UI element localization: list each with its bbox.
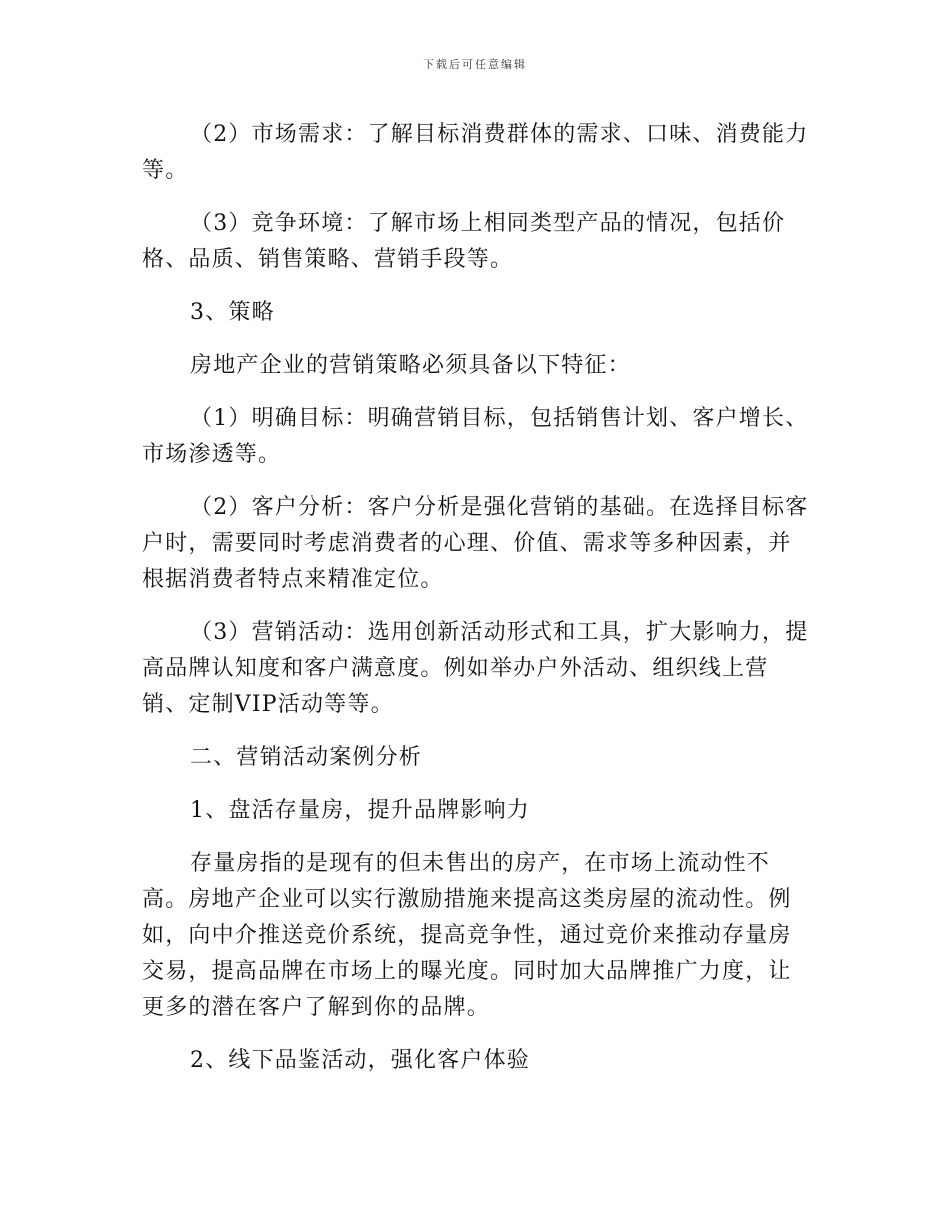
document-body [142, 117, 814, 1096]
heading-case-analysis: 二、营销活动案例分析 [190, 745, 423, 770]
paragraph-market-demand: （2）市场需求：了解目标消费群体的需求、口味、消费能力等。 [142, 122, 809, 183]
paragraph-clear-goals: （1）明确目标：明确营销目标，包括销售计划、客户增长、市场渗透等。 [142, 406, 809, 467]
paragraph-stock-housing: 存量房指的是现有的但未售出的房产，在市场上流动性不高。房地产企业可以实行激励措施来提高这类房屋的流动性。例如，向中介推送竞价系统，提高竞争性，通过竞价来推动存量房交易，提高品牌在市场上的曝光度。同时加大品牌推广力度，让更多的潜在客户了解到你的品牌。 [142, 851, 792, 1020]
paragraph-competition: （3）竞争环境：了解市场上相同类型产品的情况，包括价格、品质、销售策略、营销手段等。 [142, 211, 786, 272]
page-header: 下载后可任意编辑 [423, 58, 527, 71]
heading-case-1: 1、盘活存量房，提升品牌影响力 [190, 798, 530, 823]
heading-strategy: 3、策略 [190, 300, 275, 325]
heading-case-2: 2、线下品鉴活动，强化客户体验 [190, 1048, 530, 1073]
paragraph-marketing-activities: （3）营销活动：选用创新活动形式和工具，扩大影响力，提高品牌认知度和客户满意度。例如举办户外活动、组织线上营销、定制VIP活动等等。 [142, 620, 809, 717]
paragraph-strategy-intro: 房地产企业的营销策略必须具备以下特征： [190, 353, 631, 378]
paragraph-customer-analysis: （2）客户分析：客户分析是强化营销的基础。在选择目标客户时，需要同时考虑消费者的心理、价值、需求等多种因素，并根据消费者特点来精准定位。 [142, 495, 809, 592]
